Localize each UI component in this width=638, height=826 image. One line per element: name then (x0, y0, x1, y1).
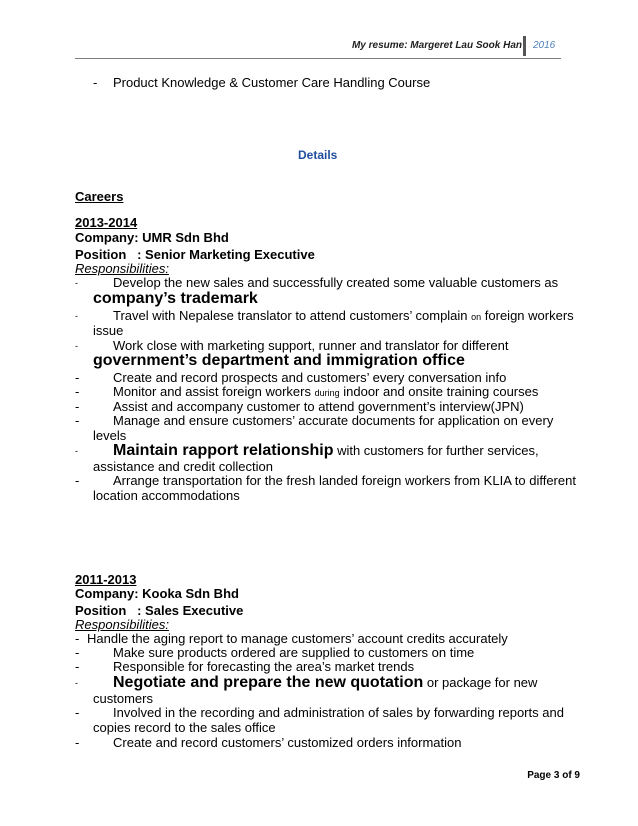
job1-position: Position : Senior Marketing Executive (75, 247, 315, 262)
details-heading: Details (298, 148, 338, 162)
job2-responsibilities-label: Responsibilities: (75, 617, 169, 632)
job1-item-7: - Manage and ensure customers’ accurate documents for application on every levels (75, 413, 554, 443)
job1-item-1: - Develop the new sales and successfully created some valuable customers as company’s trademark (75, 275, 559, 307)
job1-item-9: - Arrange transportation for the fresh landed foreign workers from KLIA to different location accommodations (75, 473, 576, 503)
job1-company: Company: UMR Sdn Bhd (75, 230, 229, 245)
job1-item-2: - Travel with Nepalese translator to attend customers’ complain on foreign workers issue (75, 308, 574, 338)
careers-heading: Careers (75, 189, 124, 204)
job1-item-6: - Assist and accompany customer to attend government’s interview(JPN) (75, 399, 524, 414)
running-header-title: My resume: Margeret Lau Sook Han (351, 40, 522, 51)
header-divider (523, 36, 526, 56)
job1-responsibilities-label: Responsibilities: (75, 261, 169, 276)
running-header-year: 2016 (533, 40, 556, 51)
job1-item-8: - Maintain rapport relationship with customers for further services, assistance and credit collection (75, 442, 539, 474)
page-number: Page 3 of 9 (527, 770, 580, 781)
job1-item-4: - Create and record prospects and customers’ every conversation info (75, 370, 507, 385)
job2-item-6: - Create and record customers’ customized orders information (75, 735, 462, 750)
job1-years: 2013-2014 (75, 215, 138, 230)
job2-company: Company: Kooka Sdn Bhd (75, 586, 239, 601)
job2-item-3: - Responsible for forecasting the area’s market trends (75, 659, 415, 674)
job2-item-4: - Negotiate and prepare the new quotation or package for new customers (75, 674, 538, 706)
job2-item-1: - Handle the aging report to manage customers’ account credits accurately (75, 631, 508, 646)
job2-years: 2011-2013 (75, 572, 137, 587)
list-item-course (93, 75, 430, 90)
job1-item-3: - Work close with marketing support, runner and translator for different government’s department and immigration office (75, 338, 509, 369)
job2-position: Position : Sales Executive (75, 603, 244, 618)
job2-item-5: - Involved in the recording and administration of sales by forwarding reports and copies record to the sales office (75, 705, 564, 735)
header-rule (75, 58, 561, 59)
job1-item-5: - Monitor and assist foreign workers during indoor and onsite training courses (75, 384, 539, 399)
list-dash: - (93, 75, 98, 90)
course-text: Product Knowledge & Customer Care Handling Course (112, 75, 431, 90)
job2-item-2: - Make sure products ordered are supplied to customers on time (75, 645, 475, 660)
